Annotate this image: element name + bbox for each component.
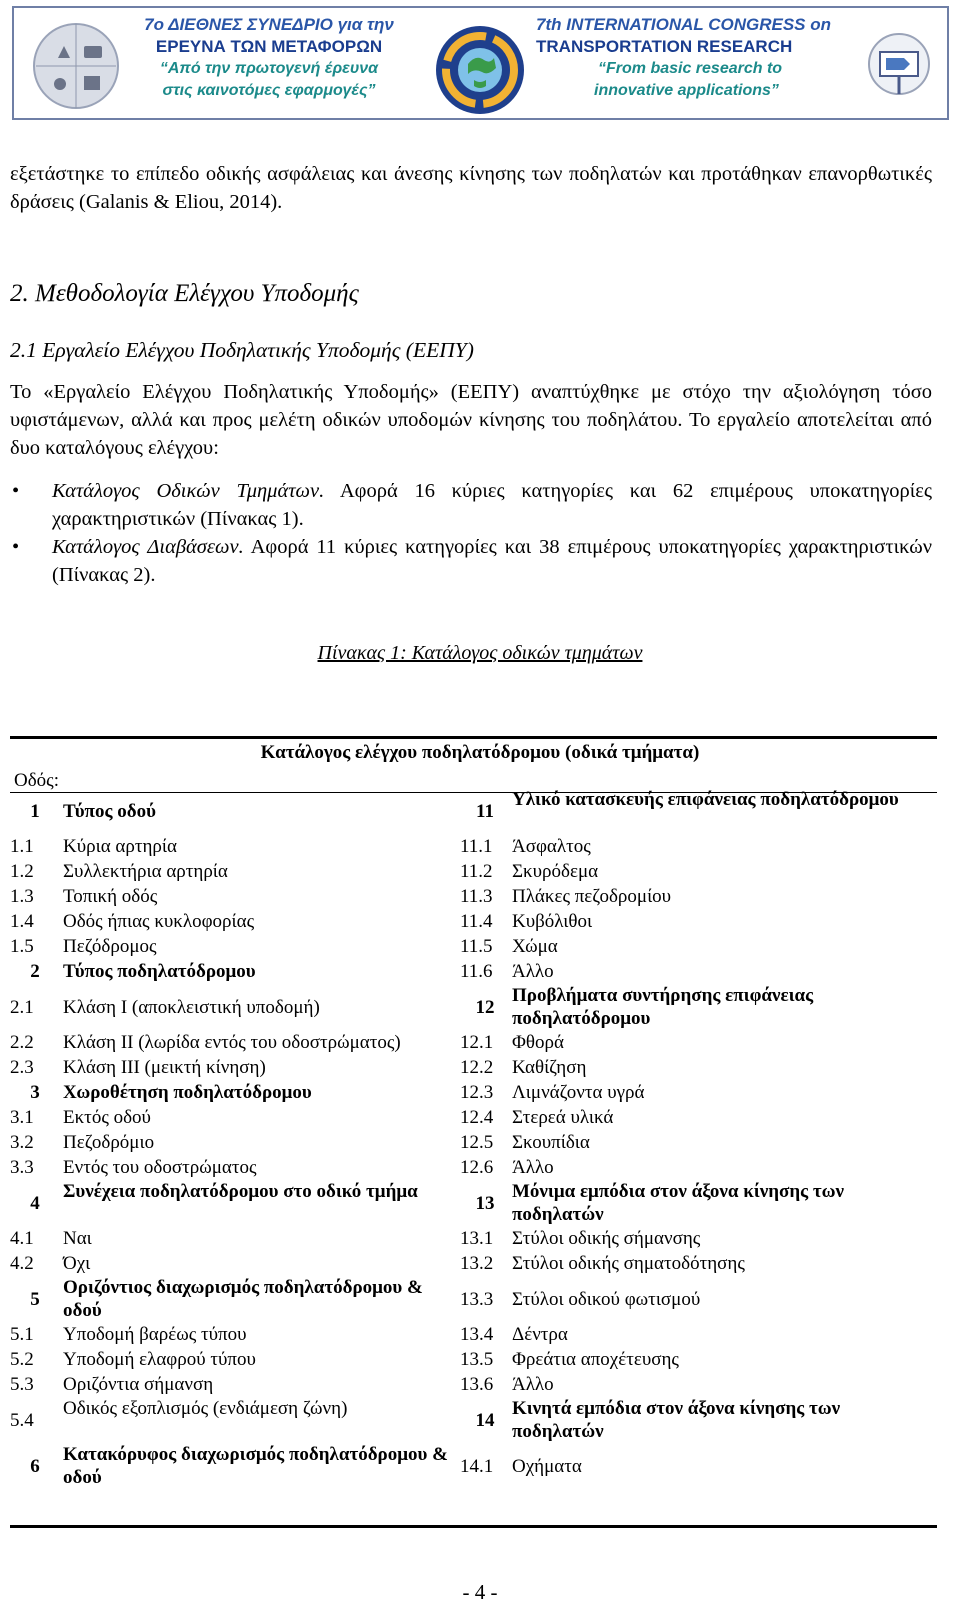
right-label-cell: Κινητά εμπόδια στον άξονα κίνησης των ποδηλατών: [512, 1398, 841, 1442]
bullet-text: Αφορά 16 κύριες κατηγορίες και 62 επιμέρους υποκατηγορίες χαρακτηριστικών (Πίνακας 1).: [52, 480, 932, 530]
right-label-cell: Φρεάτια αποχέτευσης: [512, 1349, 679, 1370]
right-label-cell: Στύλοι οδικού φωτισμού: [512, 1288, 701, 1310]
table-row: [0, 1105, 927, 1130]
left-code-cell: 3.1: [10, 1107, 34, 1128]
table-bottom-rule: [10, 1525, 937, 1528]
right-label-cell: Άλλο: [512, 1374, 554, 1395]
left-code-cell: 6: [30, 1455, 40, 1477]
left-code-cell: 4: [30, 1192, 40, 1214]
right-code-cell: 13.3: [460, 1288, 494, 1310]
congress-globe-logo: [434, 24, 526, 120]
bullet-title: Κατάλογος Οδικών Τμημάτων.: [52, 480, 325, 502]
table-row: [0, 788, 927, 834]
left-code-cell: 2: [30, 961, 40, 982]
subsection-heading: 2.1 Εργαλείο Ελέγχου Ποδηλατικής Υποδομής (ΕΕΠΥ): [10, 338, 474, 362]
banner-english-line1: 7th INTERNATIONAL CONGRESS on: [536, 15, 831, 34]
table-row: [0, 834, 927, 859]
left-code-cell: 3.3: [10, 1157, 34, 1178]
right-code-cell: 12.3: [460, 1082, 494, 1103]
right-code-cell: 11.1: [460, 836, 493, 857]
left-label-cell: Κατακόρυφος διαχωρισμός ποδηλατόδρομου & οδού: [63, 1444, 448, 1488]
right-label-cell: Άλλο: [512, 961, 554, 982]
left-code-cell: 2.2: [10, 1032, 34, 1053]
left-code-cell: 5.3: [10, 1374, 34, 1395]
left-label-cell: Κύρια αρτηρία: [63, 836, 177, 857]
table-row: [0, 1276, 927, 1322]
bullet-title: Κατάλογος Διαβάσεων.: [52, 536, 244, 558]
left-code-cell: 4.2: [10, 1253, 34, 1274]
right-code-cell: 12.6: [460, 1157, 494, 1178]
right-code-cell: 11.4: [460, 911, 493, 932]
left-code-cell: 5.1: [10, 1324, 34, 1345]
table-row: [0, 1155, 927, 1180]
left-code-cell: 5.4: [10, 1409, 34, 1431]
right-code-cell: 11: [476, 800, 494, 822]
right-label-cell: Άσφαλτος: [512, 836, 591, 857]
left-label-cell: Κλάση ΙΙΙ (μεικτή κίνηση): [63, 1057, 266, 1078]
right-label-cell: Οχήματα: [512, 1455, 582, 1477]
left-code-cell: 1.3: [10, 886, 34, 907]
right-label-cell: Χώμα: [512, 936, 558, 957]
right-label-cell: Λιμνάζοντα υγρά: [512, 1082, 645, 1103]
left-code-cell: 1.1: [10, 836, 34, 857]
table-road-label: Οδός:: [14, 770, 59, 791]
left-label-cell: Κλάση ΙΙ (λωρίδα εντός του οδοστρώματος): [63, 1032, 401, 1053]
right-code-cell: 12: [475, 996, 495, 1018]
left-label-cell: Οδικός εξοπλισμός (ενδιάμεση ζώνη): [63, 1398, 348, 1419]
bullet-icon: •: [12, 536, 20, 558]
right-code-cell: 14: [475, 1409, 495, 1431]
paragraph-intro: εξετάστηκε το επίπεδο οδικής ασφάλειας και άνεσης κίνησης των ποδηλατών και προτάθηκαν επανορθωτικές δράσεις (Galanis & Eliou, 2014).: [10, 163, 932, 213]
left-label-cell: Τοπική οδός: [63, 886, 158, 907]
left-label-cell: Τύπος ποδηλατόδρομου: [63, 961, 256, 982]
table-top-rule: [10, 736, 937, 739]
left-label-cell: Υποδομή ελαφρού τύπου: [63, 1349, 256, 1370]
right-code-cell: 11.2: [460, 861, 493, 882]
bullet-item: [10, 477, 932, 533]
table-row: [0, 1080, 927, 1105]
left-label-cell: Τύπος οδού: [63, 800, 156, 822]
right-label-cell: Άλλο: [512, 1157, 554, 1178]
table-row: [0, 934, 927, 959]
bullet-icon: •: [12, 480, 20, 502]
bullet-text: Αφορά 11 κύριες κατηγορίες και 38 επιμέρους υποκατηγορίες χαρακτηριστικών (Πίνακας 2).: [52, 536, 932, 586]
left-code-cell: 3.2: [10, 1132, 34, 1153]
banner-greek-line2: ΕΡΕΥΝΑ ΤΩΝ ΜΕΤΑΦΟΡΩΝ: [155, 37, 383, 56]
table-row: [0, 1397, 927, 1443]
banner-greek-line3: “Από την πρωτογενή έρευνα: [159, 60, 379, 77]
left-label-cell: Κλάση Ι (αποκλειστική υποδομή): [63, 996, 320, 1018]
table-row: [0, 1226, 927, 1251]
right-code-cell: 12.2: [460, 1057, 494, 1078]
right-code-cell: 14.1: [460, 1455, 494, 1477]
left-code-cell: 3: [30, 1082, 40, 1103]
left-label-cell: Συλλεκτήρια αρτηρία: [63, 861, 228, 882]
right-code-cell: 11.3: [460, 886, 493, 907]
left-code-cell: 2.3: [10, 1057, 34, 1078]
checklist-bullets: [10, 477, 932, 589]
right-label-cell: Μόνιμα εμπόδια στον άξονα κίνησης των ποδηλατών: [512, 1181, 845, 1225]
right-code-cell: 13.2: [460, 1253, 494, 1274]
paragraph-tool-description: Το «Εργαλείο Ελέγχου Ποδηλατικής Υποδομής» (ΕΕΠΥ) αναπτύχθηκε με στόχο την αξιολόγηση τόσο υφιστάμενων, αλλά και προς μελέτη οδικών υποδομών κίνησης του ποδηλάτου. Το εργαλείο αποτελείται από δυο καταλόγους ελέγχου:: [10, 381, 932, 459]
banner-english-line3: “From basic research to: [598, 60, 783, 77]
right-code-cell: 11.5: [460, 936, 493, 957]
right-code-cell: 11.6: [460, 961, 493, 982]
bullet-item: [10, 533, 932, 589]
right-label-cell: Σκουπίδια: [512, 1132, 590, 1153]
table-row: [0, 1372, 927, 1397]
table-row: [0, 1322, 927, 1347]
right-label-cell: Δέντρα: [512, 1324, 568, 1345]
table-caption-text: Πίνακας 1: Κατάλογος οδικών τμημάτων: [317, 642, 643, 664]
left-code-cell: 1: [30, 800, 40, 822]
right-label-cell: Πλάκες πεζοδρομίου: [512, 886, 672, 907]
table-row: [0, 1055, 927, 1080]
banner-english-line4: innovative applications”: [594, 82, 779, 99]
table-row: [0, 1180, 927, 1226]
left-label-cell: Πεζοδρόμιο: [63, 1132, 155, 1153]
section-heading: 2. Μεθοδολογία Ελέγχου Υποδομής: [10, 280, 359, 307]
left-code-cell: 5: [30, 1288, 40, 1310]
right-code-cell: 13.5: [460, 1349, 494, 1370]
right-code-cell: 13: [475, 1192, 495, 1214]
table-row: [0, 1347, 927, 1372]
left-label-cell: Συνέχεια ποδηλατόδρομου στο οδικό τμήμα: [63, 1181, 418, 1202]
table-row: [0, 984, 927, 1030]
right-code-cell: 13.4: [460, 1324, 494, 1345]
right-code-cell: 12.4: [460, 1107, 494, 1128]
right-code-cell: 13.1: [460, 1228, 494, 1249]
table-row: [0, 884, 927, 909]
page-number: - 4 -: [462, 1580, 498, 1604]
transport-modes-logo: [32, 18, 120, 119]
left-label-cell: Εκτός οδού: [63, 1107, 151, 1128]
left-label-cell: Όχι: [63, 1253, 91, 1274]
right-label-cell: Κυβόλιθοι: [512, 911, 593, 932]
left-label-cell: Εντός του οδοστρώματος: [63, 1157, 257, 1178]
left-code-cell: 1.2: [10, 861, 34, 882]
table-row: [0, 909, 927, 934]
left-label-cell: Υποδομή βαρέως τύπου: [63, 1324, 247, 1345]
left-code-cell: 2.1: [10, 996, 34, 1018]
right-label-cell: Στερεά υλικά: [512, 1107, 614, 1128]
congress-banner: [12, 6, 949, 120]
left-code-cell: 4.1: [10, 1228, 34, 1249]
table-row: [0, 1030, 927, 1055]
left-code-cell: 1.5: [10, 936, 34, 957]
left-label-cell: Οριζόντιος διαχωρισμός ποδηλατόδρομου & οδού: [63, 1277, 423, 1321]
table-row: [0, 959, 927, 984]
road-sign-logo: [866, 26, 932, 111]
right-label-cell: Υλικό κατασκευής επιφάνειας ποδηλατόδρομου: [512, 789, 899, 810]
table-row: [0, 1130, 927, 1155]
right-code-cell: 13.6: [460, 1374, 494, 1395]
table-title: Κατάλογος ελέγχου ποδηλατόδρομου (οδικά τμήματα): [260, 742, 700, 763]
right-label-cell: Στύλοι οδικής σήμανσης: [512, 1228, 701, 1249]
banner-greek-line4: στις καινοτόμες εφαρμογές”: [162, 82, 376, 99]
right-label-cell: Σκυρόδεμα: [512, 861, 599, 882]
banner-greek-line1: 7ο ΔΙΕΘΝΕΣ ΣΥΝΕΔΡΙΟ για την: [144, 15, 394, 34]
left-code-cell: 1.4: [10, 911, 34, 932]
left-label-cell: Ναι: [63, 1228, 92, 1249]
right-code-cell: 12.1: [460, 1032, 494, 1053]
right-label-cell: Προβλήματα συντήρησης επιφάνειας ποδηλατόδρομου: [512, 985, 814, 1029]
left-code-cell: 5.2: [10, 1349, 34, 1370]
right-label-cell: Στύλοι οδικής σηματοδότησης: [512, 1253, 745, 1274]
table-row: [0, 1251, 927, 1276]
left-label-cell: Οδός ήπιας κυκλοφορίας: [63, 911, 255, 932]
right-code-cell: 12.5: [460, 1132, 494, 1153]
left-label-cell: Πεζόδρομος: [63, 936, 157, 957]
right-label-cell: Καθίζηση: [512, 1057, 587, 1078]
banner-english-line2: TRANSPORTATION RESEARCH: [536, 37, 793, 56]
left-label-cell: Χωροθέτηση ποδηλατόδρομου: [63, 1082, 312, 1103]
table-row: [0, 1443, 927, 1489]
table-row: [0, 859, 927, 884]
left-label-cell: Οριζόντια σήμανση: [63, 1374, 214, 1395]
right-label-cell: Φθορά: [512, 1032, 564, 1053]
table-caption: [0, 642, 960, 665]
